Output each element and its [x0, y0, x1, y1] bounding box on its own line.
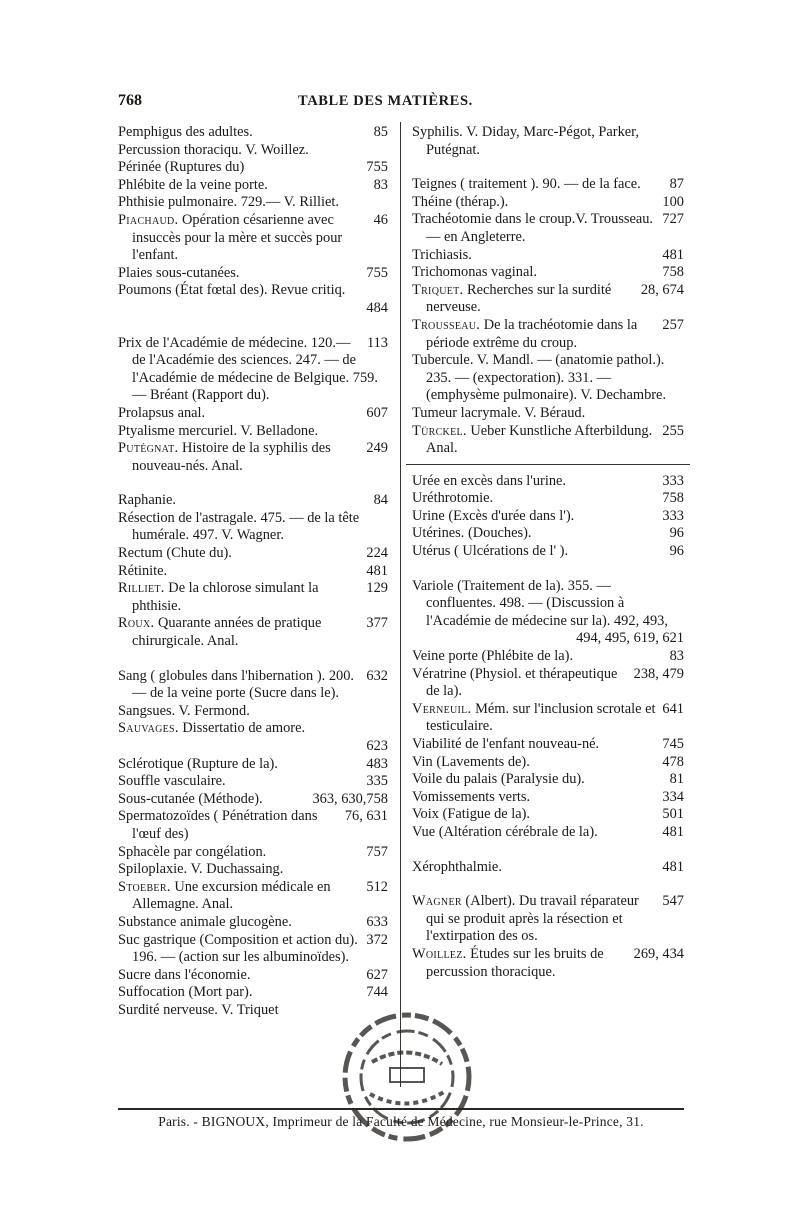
index-entry — [412, 893, 684, 946]
index-entry — [412, 282, 684, 317]
page-reference: 129 — [366, 580, 388, 597]
entry-text: Rétinite. — [118, 562, 168, 579]
entry-text: Percussion thoraciqu. V. Woillez. — [118, 141, 309, 158]
page-reference: 81 — [669, 771, 684, 788]
page-reference: 100 — [662, 193, 684, 210]
page-reference: 87 — [669, 176, 684, 193]
page-reference: 269, 434 — [633, 945, 684, 962]
index-entry — [412, 789, 684, 807]
author-name: Woillez. — [412, 945, 467, 962]
page-reference: 484 — [366, 299, 388, 316]
entry-text: Trichomonas vaginal. — [412, 264, 537, 281]
entry-text: Raphanie. — [118, 492, 176, 509]
entry-text: Périnée (Ruptures du) — [118, 159, 245, 176]
index-entry — [412, 946, 684, 981]
index-entry — [412, 859, 684, 877]
entry-text: Suffocation (Mort par). — [118, 984, 253, 1001]
entry-text: Phthisie pulmonaire. 729.— V. Rilliet. — [118, 194, 339, 211]
entry-gap — [118, 475, 388, 492]
entry-text: Recherches sur la surdité nerveuse. — [426, 281, 612, 316]
page-reference: 633 — [366, 913, 388, 930]
page-reference: 238, 479 — [633, 665, 684, 682]
entry-text: Histoire de la syphilis des nouveau-nés. Anal. — [132, 440, 331, 474]
page-reference: 113 — [366, 334, 388, 351]
author-name: Verneuil. — [412, 700, 472, 717]
index-entry — [118, 510, 388, 545]
index-entry — [118, 773, 388, 791]
page-reference: 758 — [662, 264, 684, 281]
author-name: Trousseau. — [412, 316, 481, 333]
index-entry — [412, 473, 684, 491]
index-entry — [412, 701, 684, 736]
page-reference: 481 — [662, 858, 684, 875]
entry-text: Souffle vasculaire. — [118, 773, 226, 790]
entry-gap — [412, 842, 684, 859]
entry-text: Rectum (Chute du). — [118, 545, 232, 562]
section-rule — [406, 464, 690, 465]
entry-text: Sous-cutanée (Méthode). — [118, 790, 263, 807]
page-reference: 632 — [366, 667, 388, 684]
index-entry — [118, 914, 388, 932]
index-entry — [412, 648, 684, 666]
index-entry — [412, 806, 684, 824]
running-title: TABLE DES MATIÈRES. — [298, 93, 473, 109]
index-entry — [412, 490, 684, 508]
entry-text: Vomissements verts. — [412, 788, 531, 805]
index-entry — [118, 703, 388, 721]
index-entry — [118, 615, 388, 650]
index-entry — [118, 194, 388, 212]
index-entry — [412, 508, 684, 526]
page-reference: 96 — [669, 525, 684, 542]
entry-text: De la trachéotomie dans la période extrême du croup. — [426, 316, 638, 351]
index-entry — [118, 405, 388, 423]
index-entry — [412, 317, 684, 352]
entry-gap — [118, 318, 388, 335]
page-reference: 333 — [662, 472, 684, 489]
page-reference: 83 — [669, 648, 684, 665]
page-reference: 758 — [662, 490, 684, 507]
index-entry — [118, 563, 388, 581]
page-reference: 84 — [373, 492, 388, 509]
page-reference: 481 — [662, 246, 684, 263]
entry-text: Quarante années de pratique chirurgicale. Anal. — [132, 615, 322, 650]
page-reference: 501 — [662, 806, 684, 823]
index-entry — [118, 282, 388, 317]
author-name: Triquet. — [412, 281, 464, 298]
index-entry — [118, 545, 388, 563]
entry-gap — [412, 876, 684, 893]
index-entry — [412, 264, 684, 282]
entry-text: Sang ( globules dans l'hibernation ). 200. — de la veine porte (Sucre dans le). — [118, 667, 355, 702]
entry-gap — [412, 561, 684, 578]
entry-text: Substance animale glucogène. — [118, 913, 292, 930]
page-reference: 757 — [366, 843, 388, 860]
page-reference: 83 — [373, 176, 388, 193]
index-entry — [118, 335, 388, 405]
index-entry — [118, 967, 388, 985]
index-entry — [412, 736, 684, 754]
entry-text: Teignes ( traitement ). 90. — de la face. — [412, 176, 641, 193]
page-reference: 28, 674 — [640, 281, 684, 298]
author-name: Sauvages. — [118, 720, 179, 737]
page-reference: 755 — [366, 159, 388, 176]
page-reference: 76, 631 — [344, 808, 388, 825]
index-column-left — [118, 124, 388, 1020]
page-reference: 481 — [662, 823, 684, 840]
index-entry — [412, 194, 684, 212]
page-reference: 607 — [366, 404, 388, 421]
index-entry — [412, 405, 684, 423]
entry-text: Sangsues. V. Fermond. — [118, 702, 250, 719]
page-reference: 96 — [669, 543, 684, 560]
entry-text: Spermatozoïdes ( Pénétration dans l'œuf des) — [118, 808, 318, 842]
entry-text: Opération césarienne avec insuccès pour la mère et succès pour l'enfant. — [132, 211, 343, 264]
entry-text: Surdité nerveuse. V. Triquet — [118, 1001, 279, 1018]
page-reference: 627 — [366, 966, 388, 983]
page-reference: 257 — [662, 316, 684, 333]
page-reference: 85 — [373, 124, 388, 140]
entry-text: Voix (Fatigue de la). — [412, 806, 531, 823]
entry-text: Pemphigus des adultes. — [118, 124, 253, 140]
index-entry — [118, 265, 388, 283]
entry-text: Xérophthalmie. — [412, 858, 502, 875]
entry-text: Plaies sous-cutanées. — [118, 264, 240, 281]
index-entry — [118, 756, 388, 774]
page-reference: 512 — [366, 878, 388, 895]
index-entry — [412, 578, 684, 648]
index-entry — [118, 159, 388, 177]
index-entry — [118, 668, 388, 703]
page-reference: 333 — [662, 507, 684, 524]
page-reference: 335 — [366, 773, 388, 790]
library-stamp — [332, 1002, 482, 1152]
index-entry — [118, 142, 388, 160]
page-header — [118, 92, 683, 114]
entry-text: Ptyalisme mercuriel. V. Belladone. — [118, 422, 319, 439]
printer-imprint: Paris. - BIGNOUX, Imprimeur de la Faculté de Médecine, rue Monsieur-le-Prince, 31. — [158, 1114, 644, 1129]
entry-text: Variole (Traitement de la). 355. — confluentes. 498. — (Discussion à l'Académie de médecine sur la). 492, 493, — [412, 577, 668, 629]
entry-text: Études sur les bruits de percussion thoracique. — [426, 945, 604, 980]
index-entry — [118, 932, 388, 967]
entry-text: Sphacèle par congélation. — [118, 843, 267, 860]
author-name: Wagner — [412, 893, 462, 910]
page-reference: 46 — [373, 211, 388, 228]
index-entry — [118, 791, 388, 809]
entry-text: Tumeur lacrymale. V. Béraud. — [412, 404, 586, 421]
index-entry — [118, 423, 388, 441]
page-reference: 249 — [366, 440, 388, 457]
page-reference: 478 — [662, 753, 684, 770]
entry-text: Uréthrotomie. — [412, 490, 494, 507]
entry-text: Prix de l'Académie de médecine. 120.— de l'Académie des sciences. 247. — de l'Académie de médecine de Belgique. 759. — Bréant (Rapport du). — [118, 334, 378, 404]
page-reference: 727 — [662, 211, 684, 228]
index-entry — [118, 879, 388, 914]
page-reference: 641 — [662, 700, 684, 717]
entry-text: Vin (Lavements de). — [412, 753, 530, 770]
entry-text: Utérus ( Ulcérations de l' ). — [412, 543, 569, 560]
index-entry — [118, 808, 388, 843]
author-name: Türckel. — [412, 422, 467, 439]
entry-text: Ueber Kunstliche Afterbildung. Anal. — [426, 422, 653, 457]
entry-text: Dissertatio de amore. — [178, 720, 306, 737]
entry-text: Viabilité de l'enfant nouveau-né. — [412, 736, 600, 752]
entry-text: Syphilis. V. Diday, Marc-Pégot, Parker, Putégnat. — [412, 124, 639, 158]
index-entry — [412, 771, 684, 789]
entry-gap — [412, 159, 684, 176]
entry-text: Une excursion médicale en Allemagne. Anal. — [132, 878, 331, 913]
entry-text: Théine (thérap.). — [412, 193, 509, 210]
entry-text: Utérines. (Douches). — [412, 525, 532, 542]
index-entry — [118, 984, 388, 1002]
author-name: Stoeber. — [118, 878, 171, 895]
entry-text: Vue (Altération cérébrale de la). — [412, 823, 598, 840]
column-divider — [400, 122, 401, 1087]
page-reference: 224 — [366, 545, 388, 562]
page-reference: 255 — [662, 422, 684, 439]
page-reference: 334 — [662, 788, 684, 805]
index-column-right — [412, 124, 684, 981]
entry-text: Urée en excès dans l'urine. — [412, 472, 567, 489]
page-reference: 547 — [662, 893, 684, 910]
page-reference: 372 — [366, 931, 388, 948]
index-entry — [118, 124, 388, 142]
entry-text: Spiloplaxie. V. Duchassaing. — [118, 861, 284, 878]
page-reference: 363, 630,758 — [312, 790, 388, 807]
entry-text: Sclérotique (Rupture de la). — [118, 755, 278, 772]
entry-text: Phlébite de la veine porte. — [118, 176, 268, 193]
entry-text: Tubercule. V. Mandl. — (anatomie pathol.). 235. — (expectoration). 331. — (emphysème pulmonaire). V. Dechambre. — [412, 352, 667, 404]
index-entry — [118, 212, 388, 265]
page-reference: 481 — [366, 562, 388, 579]
entry-text: Urine (Excès d'urée dans l'). — [412, 507, 575, 524]
index-entry — [118, 492, 388, 510]
index-entry — [412, 525, 684, 543]
entry-text: Résection de l'astragale. 475. — de la tête humérale. 497. V. Wagner. — [118, 509, 360, 544]
page-reference: 623 — [366, 738, 388, 754]
index-entry — [412, 176, 684, 194]
entry-text: Suc gastrique (Composition et action du). 196. — (action sur les albuminoïdes). — [118, 931, 358, 966]
entry-text: De la chlorose simulant la phthisie. — [132, 580, 319, 614]
page-reference: 745 — [662, 736, 684, 752]
entry-text: Mém. sur l'inclusion scrotale et testiculaire. — [426, 700, 656, 735]
entry-text: Veine porte (Phlébite de la). — [412, 648, 574, 665]
index-entry — [118, 177, 388, 195]
author-name: Putégnat. — [118, 440, 179, 457]
entry-text: Voile du palais (Paralysie du). — [412, 771, 585, 788]
entry-gap — [118, 651, 388, 668]
entry-text: Sucre dans l'économie. — [118, 966, 251, 983]
author-name: Roux. — [118, 615, 155, 632]
index-entry — [412, 423, 684, 458]
page-number: 768 — [118, 92, 142, 109]
entry-text: Poumons (État fœtal des). Revue critiq. — [118, 282, 346, 299]
index-entry — [412, 543, 684, 561]
page-reference: 377 — [366, 615, 388, 632]
author-name: Piachaud. — [118, 211, 179, 228]
author-name: Rilliet. — [118, 580, 165, 597]
index-entry — [412, 211, 684, 246]
page-reference: 483 — [366, 755, 388, 772]
page-reference: 744 — [366, 984, 388, 1001]
page-reference: 755 — [366, 264, 388, 281]
index-entry — [412, 754, 684, 772]
entry-text: Vératrine (Physiol. et thérapeutique de la). — [412, 665, 618, 700]
index-entry — [118, 720, 388, 755]
entry-text: Prolapsus anal. — [118, 404, 206, 421]
index-entry — [118, 844, 388, 862]
page-reference: 494, 495, 619, 621 — [576, 630, 684, 647]
entry-text: Trichiasis. — [412, 246, 472, 263]
index-entry — [118, 440, 388, 475]
entry-text: (Albert). Du travail réparateur qui se produit après la résection et l'extirpation des os. — [426, 893, 639, 945]
index-entry — [412, 247, 684, 265]
index-entry — [412, 124, 684, 159]
index-entry — [118, 580, 388, 615]
index-entry — [412, 666, 684, 701]
index-entry — [118, 861, 388, 879]
entry-text: Trachéotomie dans le croup.V. Trousseau. — en Angleterre. — [412, 211, 654, 245]
index-entry — [412, 352, 684, 405]
index-entry — [412, 824, 684, 842]
